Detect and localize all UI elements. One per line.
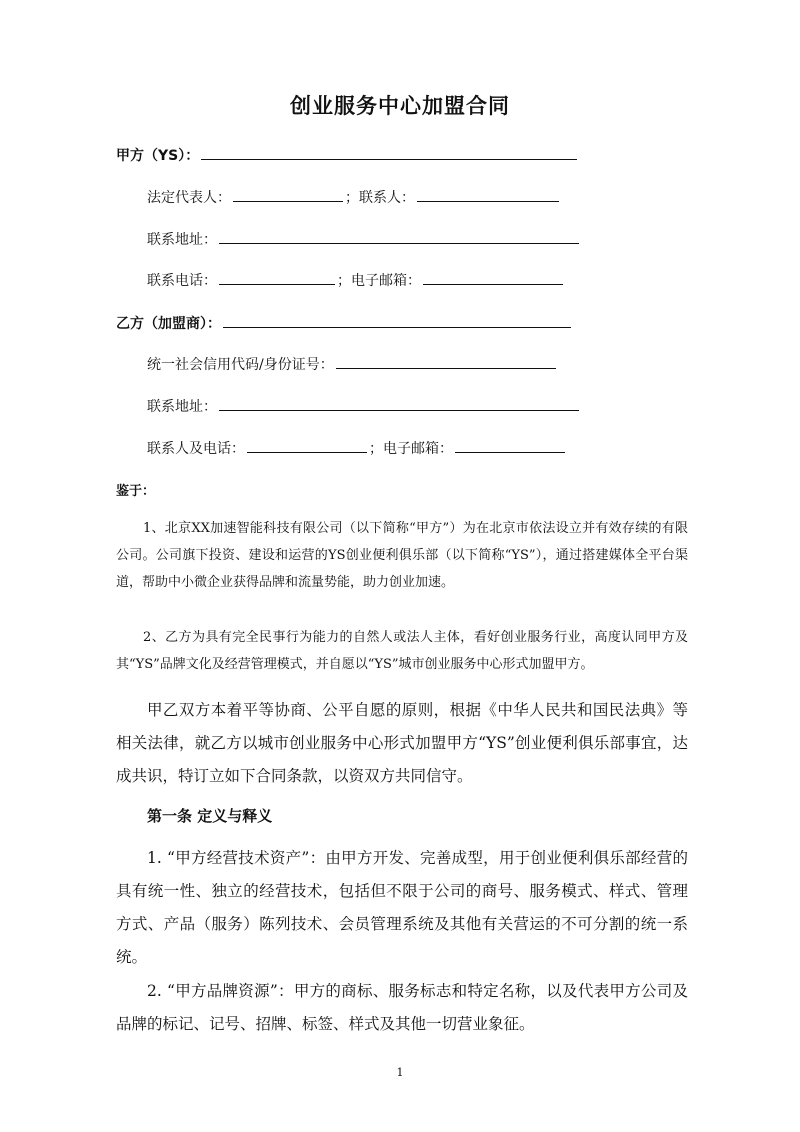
party-a-address-label: 联系地址：: [147, 232, 217, 248]
party-a-row: [116, 145, 579, 165]
clause-1: 1、北京XX加速智能科技有限公司（以下简称“甲方”）为在北京市依法设立并有效存续的有限公司。公司旗下投资、建设和运营的YS创业便利俱乐部（以下简称“YS”），通过搭建媒体全平台渠道，帮助中小微企业获得品牌和流量势能，助力创业加速。: [116, 521, 688, 590]
party-a-address-blank[interactable]: [219, 229, 579, 244]
legal-rep-label: 法定代表人：: [147, 190, 231, 206]
party-b-address-blank[interactable]: [219, 396, 579, 411]
clause-2: 2、乙方为具有完全民事行为能力的自然人或法人主体，看好创业服务行业，高度认同甲方及其“YS”品牌文化及经营管理模式，并自愿以“YS”城市创业服务中心形式加盟甲方。: [116, 630, 688, 672]
agreement-paragraph: 甲乙双方本着平等协商、公平自愿的原则，根据《中华人民共和国民法典》等相关法律，就乙方以城市创业服务中心形式加盟甲方“YS”创业便利俱乐部事宜，达成共识，特订立如下合同条款，以资双方共同信守。: [116, 701, 688, 785]
party-b-label: 乙方（加盟商）：: [116, 316, 221, 332]
definition-1: 1. “甲方经营技术资产”：由甲方开发、完善成型，用于创业便利俱乐部经营的具有统一性、独立的经营技术，包括但不限于公司的商号、服务模式、样式、管理方式、产品（服务）陈列技术、会员管理系统及其他有关营运的不可分割的统一系统。: [116, 849, 688, 966]
whereas-label: 鉴于：: [116, 484, 156, 499]
legal-rep-blank[interactable]: [233, 187, 343, 202]
party-b-address-row: [147, 396, 581, 416]
party-a-phone-blank[interactable]: [219, 270, 335, 285]
definition-2: 2. “甲方品牌资源”：甲方的商标、服务标志和特定名称，以及代表甲方公司及品牌的标记、记号、招牌、标签、样式及其他一切营业象征。: [116, 982, 688, 1033]
party-b-contact-blank[interactable]: [247, 438, 367, 453]
party-a-phone-row: [147, 270, 565, 290]
party-b-id-label: 统一社会信用代码/身份证号：: [147, 357, 334, 373]
party-b-address-label: 联系地址：: [147, 399, 217, 415]
contact-blank[interactable]: [417, 187, 559, 202]
party-b-email-blank[interactable]: [455, 438, 565, 453]
section-1-title: 第一条 定义与释义: [147, 807, 273, 825]
document-title: 创业服务中心加盟合同: [290, 94, 510, 118]
party-b-email-label: ；电子邮箱：: [369, 441, 453, 457]
contact-label: ；联系人：: [345, 190, 415, 206]
party-b-row: [116, 313, 573, 333]
party-b-blank[interactable]: [223, 313, 571, 328]
party-b-id-row: [147, 354, 558, 374]
party-b-contact-label: 联系人及电话：: [147, 441, 245, 457]
party-a-email-blank[interactable]: [423, 270, 563, 285]
party-b-contact-row: [147, 438, 567, 458]
party-a-blank[interactable]: [201, 145, 577, 160]
party-a-email-label: ；电子邮箱：: [337, 273, 421, 289]
party-a-phone-label: 联系电话：: [147, 273, 217, 289]
party-a-address-row: [147, 229, 581, 249]
party-a-legal-rep-row: [147, 187, 561, 207]
page-number: 1: [396, 1066, 404, 1079]
party-b-id-blank[interactable]: [336, 354, 556, 369]
party-a-label: 甲方（YS）：: [116, 148, 200, 164]
